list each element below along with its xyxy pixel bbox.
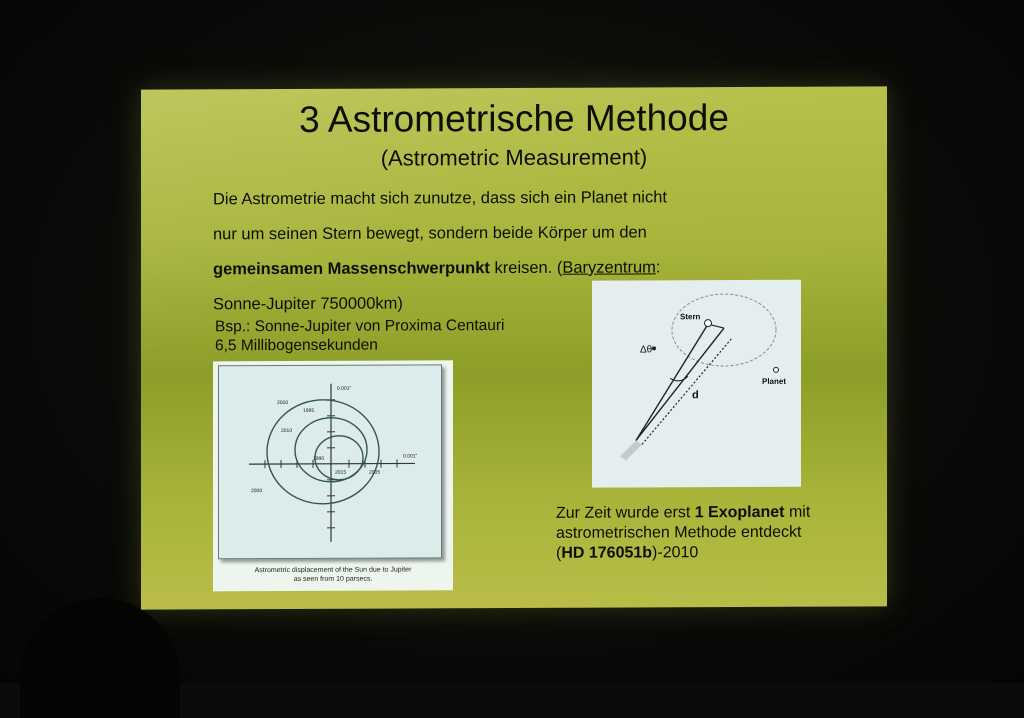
axis-label-top: 0.001" [337,386,352,392]
paragraph-line-1: Die Astrometrie macht sich zunutze, dass sich ein Planet nicht [213,180,773,217]
note-line-1: Zur Zeit wurde erst 1 Exoplanet mit [556,503,810,524]
displacement-diagram [219,365,441,558]
underlined-term: Baryzentrum [562,258,656,276]
year-label-2005: 2005 [369,470,380,476]
sun-displacement-figure [213,360,453,591]
year-label-2010: 2010 [281,428,292,434]
note-line-3: (HD 176051b)-2010 [556,543,810,564]
discovery-note [556,503,810,564]
example-text [215,316,504,355]
slide-subtitle: (Astrometric Measurement) [141,143,887,172]
example-line-1: Bsp.: Sonne-Jupiter von Proxima Centauri [215,316,504,336]
bold-term: gemeinsamen Massenschwerpunkt [213,259,490,278]
paragraph-line-2: nur um seinen Stern bewegt, sondern beide Körper um den [213,215,773,252]
star-label: Stern [680,312,701,321]
paragraph-line-4: Sonne-Jupiter 750000km) [213,285,773,322]
planet-label: Planet [762,377,786,386]
barycenter-diagram [592,280,801,488]
angle-label: Δθ [640,344,653,355]
axis-label-right: 0.001" [403,453,418,459]
year-label-2020: 2020 [277,400,288,406]
slide-title: 3 Astrometrische Methode [141,96,887,141]
note-line-2: astrometrischen Methode entdeckt [556,523,810,544]
projected-slide [141,86,887,609]
figure-caption: Astrometric displacement of the Sun due to Jupiter as seen from 10 parsecs. [213,565,453,584]
year-label-2000: 2000 [251,488,262,494]
year-label-2015: 2015 [335,470,346,476]
displacement-plot [218,364,442,559]
distance-label: d [692,389,699,401]
year-label-1990: 1990 [313,456,324,462]
year-label-1995: 1995 [303,408,314,414]
paragraph-line-3: gemeinsamen Massenschwerpunkt kreisen. (Baryzentrum: [213,250,773,287]
example-line-2: 6,5 Millibogensekunden [215,335,504,355]
barycenter-figure [592,280,801,488]
